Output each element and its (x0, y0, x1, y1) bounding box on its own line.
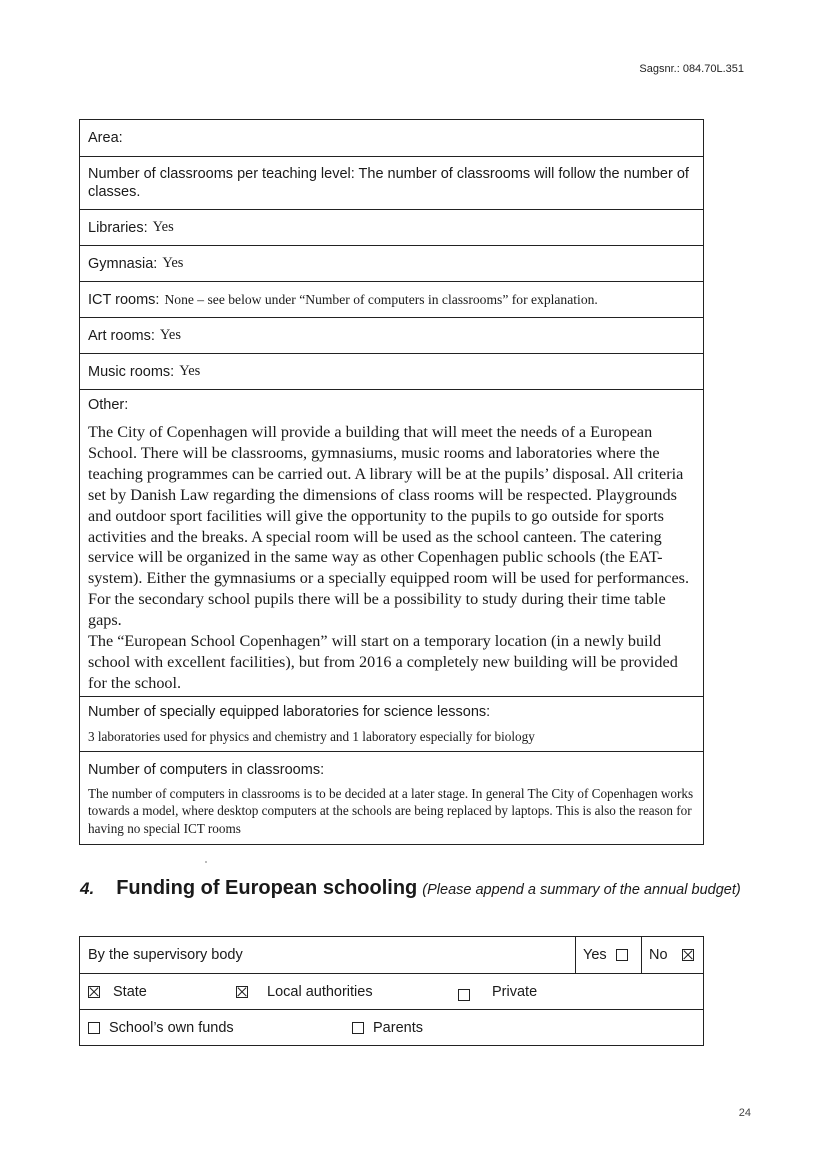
laboratories-value: 3 laboratories used for physics and chemistry and 1 laboratory especially for biology (88, 728, 535, 744)
private-option (458, 974, 537, 1009)
scan-speck (205, 861, 207, 863)
section-note: (Please append a summary of the annual budget) (422, 882, 741, 898)
case-number: Sagsnr.: 084.70L.351 (639, 63, 744, 75)
gymnasia-value: Yes (162, 255, 184, 271)
computers-row (80, 751, 703, 845)
local-authorities-checkbox[interactable] (236, 986, 248, 998)
funding-table (79, 936, 704, 1046)
own-funds-option (88, 1010, 234, 1045)
local-authorities-option (236, 974, 373, 1009)
other-paragraph-1: The City of Copenhagen will provide a building that will meet the needs of a European School. There will be classrooms, gymnasiums, music rooms and laboratories where the teaching programmes can be carried out. A library will be at the pupils’ disposal. All criteria set by Danish Law regarding the dimensions of class rooms will be respected. Playgrounds and outdoor sport facilities will give the opportunity to the pupils to go outside for sports activities and the breaks. A special room will be used as the school canteen. The catering service will be organized in the same way as other Copenhagen public schools (the EAT-system). Either the gymnasiums or a specially equipped room will be used for performances. For the secondary school pupils there will be a possibility to study during their time table gaps. (88, 423, 690, 630)
page-number: 24 (738, 1107, 751, 1119)
supervisory-row (80, 937, 703, 973)
yes-option (583, 937, 628, 973)
parents-checkbox[interactable] (352, 1022, 364, 1034)
local-authorities-label: Local authorities (267, 983, 373, 1000)
music-rooms-value: Yes (179, 363, 201, 379)
no-checkbox[interactable] (682, 949, 694, 961)
own-funds-checkbox[interactable] (88, 1022, 100, 1034)
ict-rooms-row (80, 281, 703, 317)
libraries-label: Libraries: (88, 219, 148, 236)
music-rooms-label: Music rooms: (88, 363, 175, 380)
gymnasia-row (80, 245, 703, 281)
yes-label: Yes (583, 947, 607, 963)
supervisory-label: By the supervisory body (88, 947, 243, 963)
private-label: Private (492, 983, 538, 1000)
other-sources-row (80, 1009, 703, 1045)
no-label: No (649, 947, 668, 963)
other-paragraph-2: The “European School Copenhagen” will start on a temporary location (in a newly build school with excellent facilities), but from 2016 a completely new building will be provided for the school. (88, 632, 678, 692)
other-label: Other: (88, 397, 129, 413)
area-label: Area: (88, 130, 123, 146)
libraries-row (80, 209, 703, 245)
section-heading (80, 878, 760, 900)
section-number: 4. (80, 879, 95, 898)
state-label: State (113, 983, 147, 1000)
ict-rooms-label: ICT rooms: (88, 291, 160, 308)
computers-label: Number of computers in classrooms: (88, 761, 325, 778)
classrooms-text: Number of classrooms per teaching level: The number of classrooms will follow the number of classes. (88, 166, 689, 200)
laboratories-label: Number of specially equipped laboratories for science lessons: (88, 703, 491, 720)
yes-checkbox[interactable] (616, 949, 628, 961)
art-rooms-value: Yes (159, 327, 181, 343)
state-option (88, 974, 147, 1009)
libraries-value: Yes (152, 219, 174, 235)
ict-rooms-value: None – see below under “Number of computers in classrooms” for explanation. (164, 291, 598, 307)
private-checkbox[interactable] (458, 989, 470, 1001)
gymnasia-label: Gymnasia: (88, 255, 158, 272)
state-checkbox[interactable] (88, 986, 100, 998)
parents-label: Parents (373, 1019, 423, 1036)
sources-row (80, 973, 703, 1009)
classrooms-row (80, 156, 703, 209)
area-row (80, 120, 703, 156)
cell-divider (641, 937, 642, 973)
music-rooms-row (80, 353, 703, 389)
cell-divider (575, 937, 576, 973)
laboratories-row (80, 696, 703, 751)
school-facilities-table (79, 119, 704, 845)
parents-option (352, 1010, 423, 1045)
section-title: Funding of European schooling (116, 877, 418, 899)
art-rooms-row (80, 317, 703, 353)
other-row (80, 389, 703, 696)
art-rooms-label: Art rooms: (88, 327, 155, 344)
no-option (649, 937, 694, 973)
computers-value: The number of computers in classrooms is to be decided at a later stage. In general The City of Copenhagen works towards a model, where desktop computers at the schools are being replaced by laptops. This is also the reason for having no special ICT rooms (88, 785, 694, 836)
own-funds-label: School’s own funds (109, 1019, 234, 1036)
